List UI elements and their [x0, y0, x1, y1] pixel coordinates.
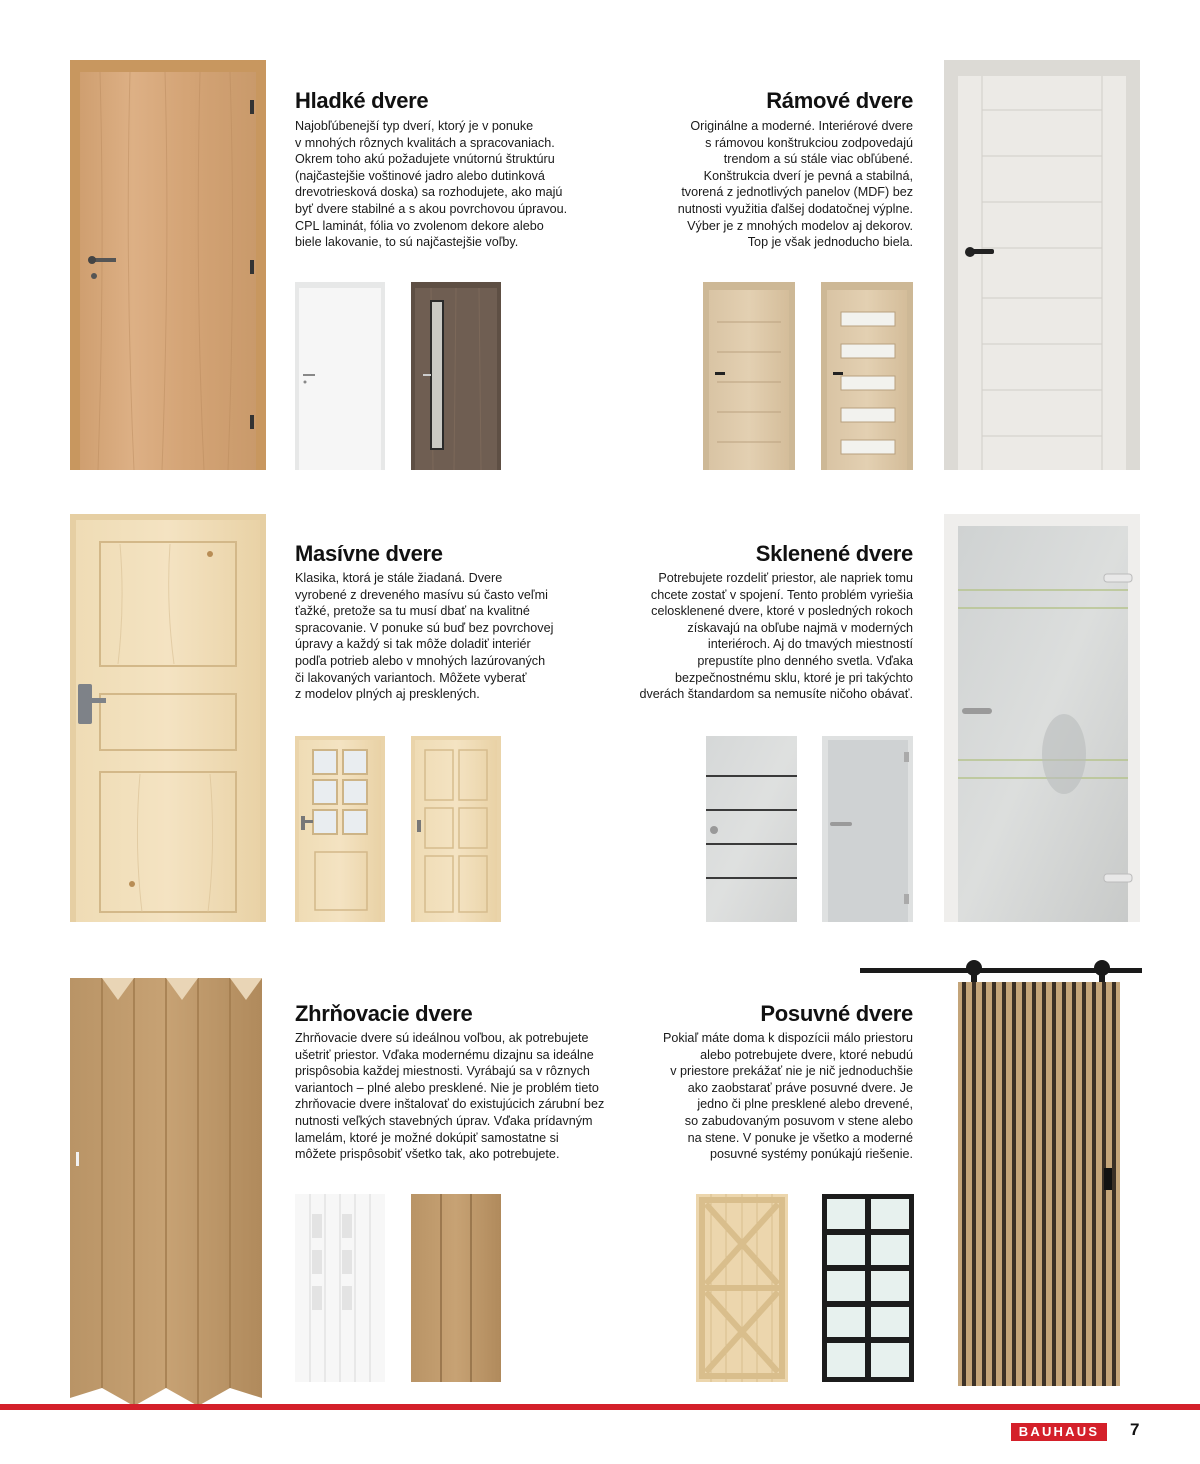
smooth-door-main-photo: [70, 60, 266, 470]
glass-door-stripes-thumb: [706, 736, 797, 922]
footer-red-bar: [0, 1404, 1200, 1410]
folding-door-oak-thumb: [411, 1194, 501, 1382]
frame-door-oak-thumb: [703, 282, 795, 470]
sliding-door-main-photo: [858, 958, 1142, 1386]
section-text-frame: Originálne a moderné. Interiérové dvere s rámovou konštrukciou zodpovedajú trendom a sú stále viac obľúbené. Konštrukcia dverí je pevná a stabilná, tvorená z jednotlivých panelov (MDF) bez nutnosti využitia ďalšej dodatočnej výplne. Výber je z mnohých modelov aj dekorov. Top je však jednoducho biela.: [677, 119, 913, 250]
section-title-solid: Masívne dvere: [295, 541, 443, 566]
section-title-glass: Sklenené dvere: [755, 541, 913, 566]
page-number: 7: [1130, 1420, 1140, 1439]
section-title-sliding: Posuvné dvere: [760, 1001, 913, 1026]
section-text-folding: Zhrňovacie dvere sú ideálnou voľbou, ak potrebujete ušetriť priestor. Vďaka modernému dizajnu sa ideálne prispôsobia každej miestnosti. Vyrábajú sa v rôznych variantoch – plné alebo presklené. Nie je problém tieto zhrňovacie dvere inštalovať do existujúcich zárubní bez nutnosti veľkých stavebných úprav. Vďaka prídavným lamelám, ktoré je možné dokúpiť samostatne si môžete prispôsobiť všetko tak, ako potrebujete.: [295, 1031, 605, 1162]
solid-door-main-photo: [70, 514, 266, 922]
section-text-solid: Klasika, ktorá je stále žiadaná. Dvere vyrobené z dreveného masívu sú často veľmi ťažké, pretože sa tu musí dbať na kvalitné spracovanie. V ponuke sú buď bez povrchovej úpravy a každý si tak môže doladiť interiér podľa potrieb alebo v mnohých lazúrovaných či lakovaných variantoch. Môžete vyberať z modelov plných aj presklených.: [295, 571, 554, 702]
frame-door-white-main-photo: [944, 60, 1140, 470]
section-title-smooth: Hladké dvere: [295, 88, 429, 113]
section-title-folding: Zhrňovacie dvere: [295, 1001, 473, 1026]
bauhaus-logo: BAUHAUS: [1011, 1423, 1107, 1441]
glass-door-frosted-thumb: [822, 736, 913, 922]
folding-door-main-photo: [70, 978, 262, 1406]
section-text-smooth: Najobľúbenejší typ dverí, ktorý je v ponuke v mnohých rôznych kvalitách a spracovaniach. Okrem toho akú požadujete vnútornú štruktúru (najčastejšie voštinové jadro alebo dutinková drevotriesková doska) sa rozhodujete, ako majú byť dvere stabilné a s akou povrchovou úpravou. CPL laminát, fólia vo zvolenom dekore alebo biele lakovanie, to sú najčastejšie voľby.: [295, 119, 568, 250]
section-title-frame: Rámové dvere: [766, 88, 913, 113]
section-text-glass: Potrebujete rozdeliť priestor, ale napriek tomu chcete zostať v spojení. Tento problém vyriešia celosklenené dvere, ktoré v posledných rokoch získavajú na obľube najmä v moderných interiéroch. Aj do tmavých miestností prepustíte plno denného svetla. Vďaka bezpečnostnému sklu, ktoré je pri takýchto dverách štandardom sa nemusíte ničoho obávať.: [639, 571, 913, 702]
solid-door-panel-thumb: [411, 736, 501, 922]
smooth-door-dark-thumb: [411, 282, 501, 470]
frame-door-glass-thumb: [821, 282, 913, 470]
solid-door-glazed-thumb: [295, 736, 385, 922]
folding-door-white-thumb: [295, 1194, 385, 1382]
sliding-door-barn-thumb: [696, 1194, 788, 1382]
section-text-sliding: Pokiaľ máte doma k dispozícii málo priestoru alebo potrebujete dvere, ktoré nebudú v priestore prekážať nie je nič jednoduchšie ako zaobstarať práve posuvné dvere. Je jedno či plne presklené alebo drevené, so zabudovaným posuvom v stene alebo na stene. V ponuke je všetko a moderné posuvné systémy ponúkajú riešenie.: [662, 1031, 913, 1162]
smooth-door-white-thumb: [295, 282, 385, 470]
glass-door-main-photo: [944, 514, 1140, 922]
